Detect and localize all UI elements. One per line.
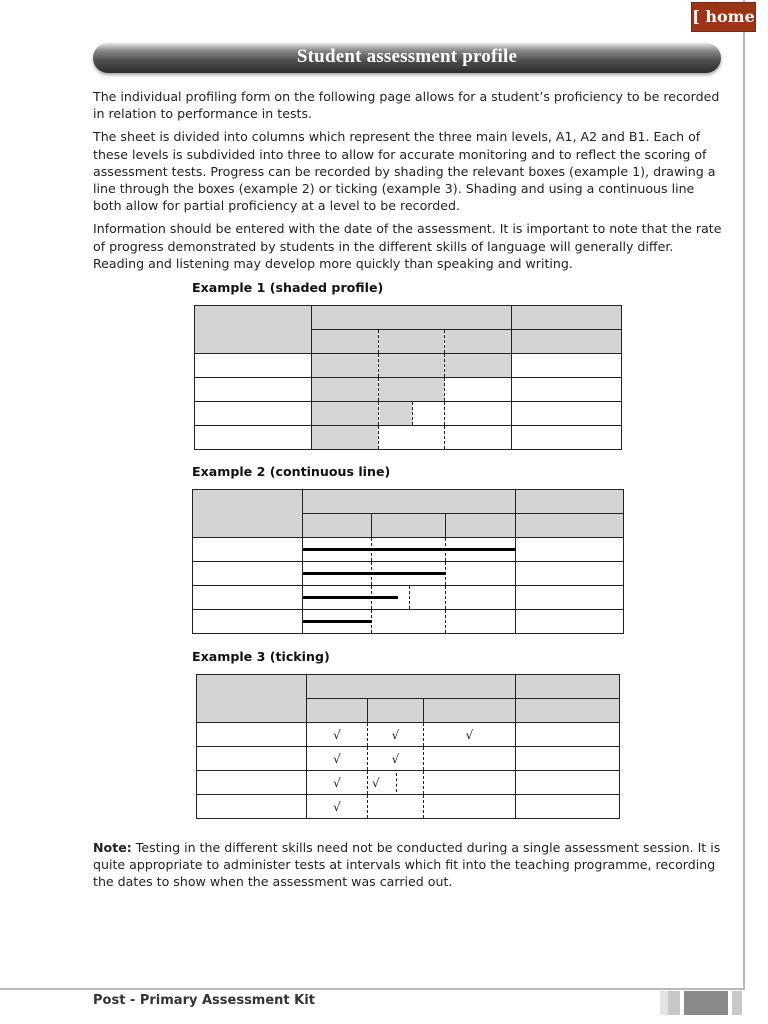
table-row	[193, 562, 624, 586]
table-header-cell	[303, 514, 372, 538]
table-row	[195, 354, 622, 378]
page-title: Student assessment profile	[296, 46, 518, 67]
progress-line	[303, 620, 372, 623]
table-header-cell	[516, 514, 624, 538]
table-header-cell	[372, 514, 446, 538]
table-header-cell	[512, 330, 622, 354]
table-header-cell	[307, 675, 516, 699]
table-header-cell	[368, 699, 424, 723]
example-3-table	[196, 674, 620, 819]
table-row	[195, 402, 622, 426]
footer-title: Post - Primary Assessment Kit	[93, 993, 315, 1008]
table-row	[195, 378, 622, 402]
example-2-table	[192, 489, 624, 634]
intro-paragraph-1: The individual profiling form on the following page allows for a student’s proficiency to be recorded in relation to performance in tests.	[93, 89, 720, 122]
table-header-cell	[197, 675, 307, 723]
example-1-title: Example 1 (shaded profile)	[192, 280, 384, 295]
table-header-cell	[193, 490, 303, 538]
table-header-cell	[307, 699, 368, 723]
tick-mark: √	[333, 751, 341, 766]
table-row	[195, 426, 622, 450]
table-row	[193, 610, 624, 634]
home-button[interactable]: [ home ]	[691, 2, 756, 32]
footer-decoration	[660, 991, 742, 1015]
table-row	[197, 747, 620, 771]
tick-mark: √	[372, 775, 380, 790]
intro-paragraph-3: Information should be entered with the date of the assessment. It is important to note that the rate of progress demonstrated by students in the different skills of language will generally differ. Reading and listening may develop more quickly than speaking and writing.	[93, 221, 722, 271]
table-header-cell	[446, 514, 516, 538]
example-3-title: Example 3 (ticking)	[192, 649, 330, 664]
intro-paragraph-2: The sheet is divided into columns which represent the three main levels, A1, A2 and B1. Each of these levels is subdivided into three to allow for accurate monitoring and to reflect the scoring of assessment tests. Progress can be recorded by shading the relevant boxes (example 1), drawing a line through the boxes (example 2) or ticking (example 3). Shading and using a continuous line both allow for partial proficiency at a level to be recorded.	[93, 129, 716, 214]
table-header-cell	[424, 699, 516, 723]
table-header-cell	[303, 490, 516, 514]
table-header-cell	[516, 490, 624, 514]
table-header-cell	[512, 306, 622, 330]
note-paragraph	[93, 839, 723, 891]
tick-mark: √	[333, 775, 341, 790]
tick-mark: √	[333, 727, 341, 742]
tick-mark: √	[391, 751, 400, 766]
table-header-cell	[516, 699, 620, 723]
intro-text	[93, 88, 723, 278]
table-header-cell	[379, 330, 445, 354]
tick-mark: √	[465, 727, 474, 742]
footer-divider	[80, 989, 745, 990]
table-header-cell	[312, 306, 512, 330]
title-banner	[93, 43, 721, 73]
table-row	[197, 771, 620, 795]
example-1-table	[194, 305, 622, 450]
table-row	[193, 538, 624, 562]
table-row	[197, 795, 620, 819]
tick-mark: √	[391, 727, 400, 742]
table-row	[193, 586, 624, 610]
table-row	[197, 723, 620, 747]
table-header-cell	[195, 306, 312, 354]
note-text: Testing in the different skills need not be conducted during a single assessment session. It is quite appropriate to administer tests at intervals which fit into the teaching programme, recording the dates to show when the assessment was carried out.	[93, 840, 721, 890]
table-header-cell	[516, 675, 620, 699]
note-label: Note:	[93, 840, 132, 855]
table-header-cell	[445, 330, 512, 354]
example-2-title: Example 2 (continuous line)	[192, 464, 391, 479]
table-header-cell	[312, 330, 379, 354]
tick-mark: √	[333, 799, 341, 814]
